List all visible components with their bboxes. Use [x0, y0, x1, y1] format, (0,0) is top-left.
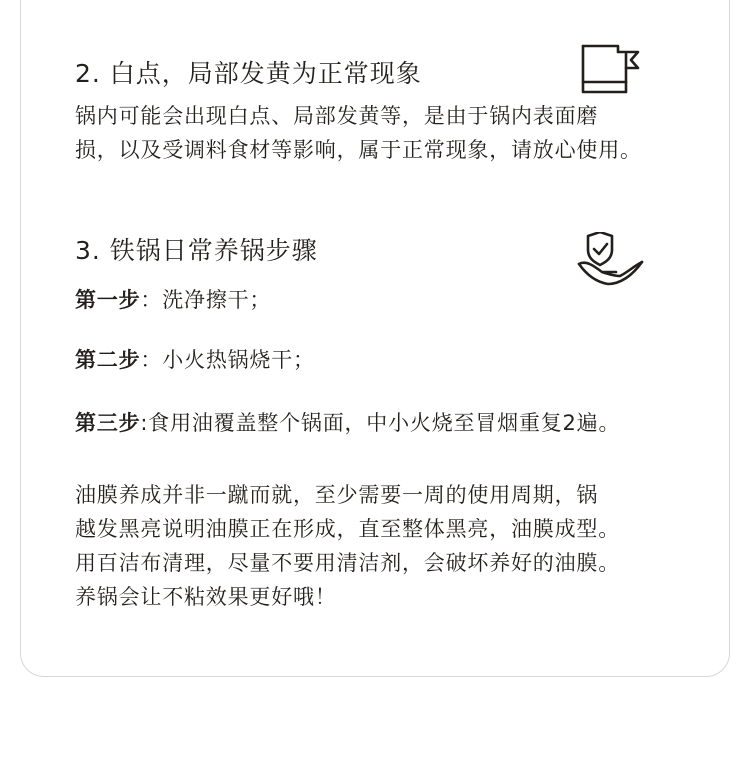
step-three — [75, 408, 620, 438]
step-one — [75, 285, 271, 315]
step-separator: : — [140, 411, 149, 435]
paragraph-line: 用百洁布清理，尽量不要用清洁剂，会破坏养好的油膜。 — [75, 551, 620, 575]
step-two — [75, 345, 315, 375]
paragraph-line: 养锅会让不粘效果更好哦！ — [75, 585, 337, 609]
step-text: 小火热锅烧干； — [162, 348, 315, 372]
step-text: 食用油覆盖整个锅面，中小火烧至冒烟重复2遍。 — [148, 411, 621, 435]
step-text: 洗净擦干； — [162, 288, 272, 312]
step-separator: ： — [140, 348, 163, 372]
step-label: 第三步 — [75, 411, 141, 435]
oil-film-paragraph — [75, 478, 705, 614]
step-separator: ： — [140, 288, 163, 312]
section-title-care-steps: 3. 铁锅日常养锅步骤 — [75, 236, 318, 265]
notebook-bookmark-icon — [580, 42, 644, 98]
paragraph-line: 锅内可能会出现白点、局部发黄等，是由于锅内表面磨 — [75, 104, 599, 128]
paragraph-line: 油膜养成并非一蹴而就，至少需要一周的使用周期，锅 — [75, 483, 599, 507]
section-title-white-spots: 2. 白点，局部发黄为正常现象 — [75, 59, 422, 88]
paragraph-line: 越发黑亮说明油膜正在形成，直至整体黑亮，油膜成型。 — [75, 517, 620, 541]
shield-hand-icon — [576, 232, 646, 292]
paragraph-line: 损，以及受调料食材等影响，属于正常现象，请放心使用。 — [75, 138, 642, 162]
step-label: 第一步 — [75, 288, 141, 312]
white-spots-paragraph — [75, 99, 705, 167]
step-label: 第二步 — [75, 348, 141, 372]
